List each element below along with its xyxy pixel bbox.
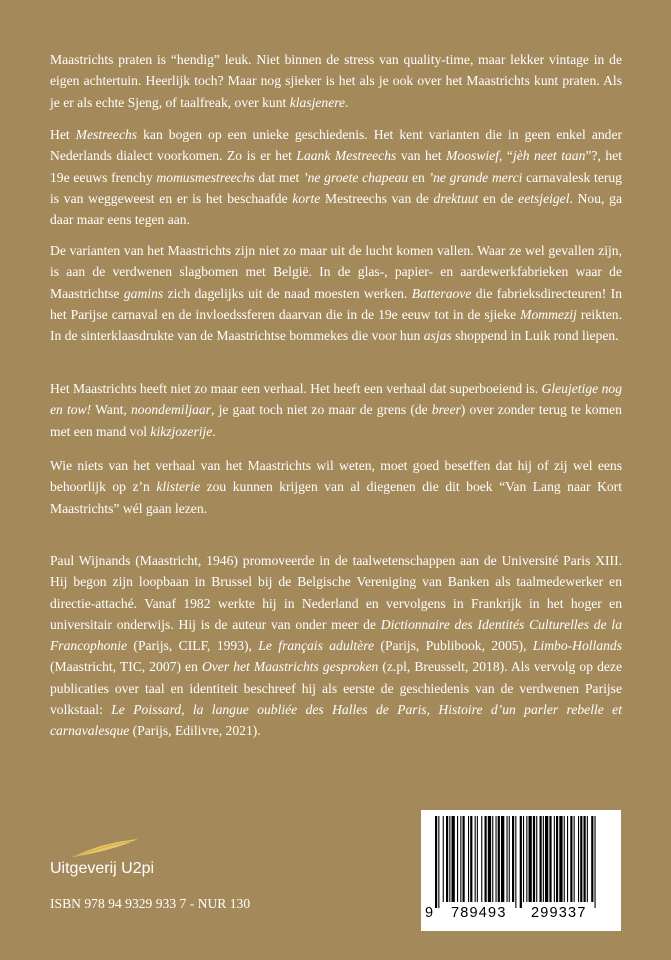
italic-term: Le français adultère bbox=[258, 638, 375, 654]
text-run: (Maastricht, TIC, 2007) en bbox=[50, 659, 202, 675]
barcode-bar bbox=[463, 816, 465, 902]
barcode-bar bbox=[515, 816, 516, 908]
barcode-bar bbox=[526, 816, 527, 902]
italic-term: asjas bbox=[423, 328, 452, 344]
barcode-bar bbox=[554, 816, 555, 902]
text-run: kan bogen op een unieke geschiedenis. Het kent varianten die in geen enkel ander Nederlands dialect voorkomen. Zo is er het bbox=[50, 127, 623, 164]
text-run: Het bbox=[50, 127, 76, 142]
italic-term: gamins bbox=[123, 285, 164, 301]
text-run: die fabrieksdirecteuren! In het Parijse carnaval en de invloedssferen daarvan die in de 19e eeuw tot in de sjieke bbox=[50, 285, 622, 322]
text-run: . bbox=[212, 423, 216, 439]
barcode-bar bbox=[488, 816, 491, 902]
italic-term: drektuut bbox=[433, 190, 479, 206]
italic-term: klasjenere bbox=[289, 94, 346, 110]
italic-term: Dictionnaire des Identités Culturelles de la Francophonie bbox=[50, 616, 622, 654]
barcode-bar bbox=[481, 816, 482, 902]
barcode-left-digits: 789493 bbox=[451, 905, 507, 921]
text-run: (Parijs, CILF, 1993), bbox=[127, 638, 259, 654]
barcode-bar bbox=[492, 816, 493, 902]
text-run: carnavalesk terug is van weggeweest en er is het beschaafde bbox=[50, 169, 622, 206]
barcode-bar bbox=[564, 816, 565, 902]
text-run: zou kunnen krijgen van al diegenen die dit boek “Van Lang naar Kort Maastrichts” wél gaan lezen. bbox=[50, 479, 622, 516]
blurb-paragraph-5 bbox=[50, 455, 622, 519]
barcode-bar bbox=[591, 816, 593, 902]
barcode-bar bbox=[549, 816, 551, 902]
barcode-bar bbox=[533, 816, 535, 902]
text-run: , “ bbox=[498, 148, 513, 164]
italic-term: Batteraove bbox=[411, 285, 472, 301]
barcode-bar bbox=[498, 816, 500, 902]
italic-term: Laank Mestreechs bbox=[296, 148, 397, 164]
barcode-bar bbox=[570, 816, 572, 902]
barcode-bar bbox=[501, 816, 504, 902]
italic-term: korte bbox=[292, 190, 321, 206]
blurb-paragraph-1 bbox=[50, 49, 622, 113]
barcode-bar bbox=[520, 816, 522, 908]
barcode-bar bbox=[574, 816, 575, 902]
barcode-bar bbox=[452, 816, 455, 902]
text-run: (Parijs, Publibook, 2005), bbox=[374, 638, 533, 654]
feather-icon bbox=[70, 838, 140, 858]
italic-term: breer bbox=[431, 402, 461, 418]
italic-term: Le Poissard, la langue oubliée des Halles de Paris, Histoire d’un parler rebelle et carnavalesque bbox=[50, 702, 622, 739]
italic-term: Gleujetige nog en tow! bbox=[50, 381, 622, 418]
text-run: ”?, het 19e eeuws frenchy bbox=[50, 148, 622, 185]
italic-term: momusmestreechs bbox=[156, 169, 255, 185]
barcode-bar bbox=[512, 816, 514, 902]
barcode-bar bbox=[446, 816, 448, 902]
text-run: . bbox=[345, 94, 349, 110]
barcode-bar bbox=[468, 816, 469, 902]
barcode-bar bbox=[529, 816, 532, 902]
text-run: Maastrichts praten is “hendig” leuk. Niet binnen de stress van quality-time, maar lekker vintage in de eigen achtertuin. Heerlijk toch? Maar nog sjieker is het als je ook over het Maastrichts kunt praten. Als je er als echte Sjeng, of taalfreak, over kunt bbox=[50, 52, 622, 110]
text-run: (Parijs, Edilivre, 2021). bbox=[129, 723, 261, 739]
italic-term: klisterie bbox=[156, 479, 201, 495]
barcode-bar bbox=[477, 816, 478, 902]
italic-term: Limbo-Hollands bbox=[532, 638, 622, 654]
text-run: Wie niets van het verhaal van het Maastrichts wil weten, moet goed beseffen dat hij of zij wel eens behoorlijk op z’n bbox=[50, 458, 622, 495]
barcode-bar bbox=[567, 816, 568, 902]
blurb-paragraph-4 bbox=[50, 378, 622, 442]
barcode-bar bbox=[584, 816, 586, 902]
italic-term: eetsjeigel bbox=[518, 190, 570, 206]
barcode-bar bbox=[443, 816, 444, 902]
italic-term: Mestreechs bbox=[75, 127, 138, 142]
text-run: Het Maastrichts heeft niet zo maar een verhaal. Het heeft een verhaal dat superboeiend is. bbox=[50, 381, 542, 396]
text-run: en de bbox=[478, 190, 519, 206]
text-run: Want, bbox=[91, 402, 131, 418]
text-run: ) over zonder terug te komen met een mand vol bbox=[50, 402, 622, 439]
text-run: reikten. In de sinterklaasdrukte van de Maastrichtse bommekes die voor hun bbox=[50, 306, 623, 344]
text-run: dat met bbox=[254, 169, 304, 185]
barcode-bar bbox=[559, 816, 562, 902]
barcode-bar bbox=[580, 816, 582, 902]
barcode-bar bbox=[470, 816, 472, 902]
barcode-bar bbox=[595, 816, 596, 908]
italic-term: ’ne grande merci bbox=[428, 169, 523, 185]
text-run: , je gaat toch niet zo maar de grens (de bbox=[211, 402, 432, 418]
barcode-bar bbox=[435, 816, 437, 908]
barcode-bar bbox=[578, 816, 579, 902]
text-run: van het bbox=[396, 148, 447, 164]
text-run: Mestreechs van de bbox=[320, 190, 434, 206]
barcode-bar bbox=[545, 816, 548, 902]
barcode-bar bbox=[543, 816, 544, 902]
barcode-bar bbox=[509, 816, 510, 902]
text-run: De varianten van het Maastrichts zijn niet zo maar uit de lucht komen vallen. Waar ze wel gevallen zijn, is aan de verdwenen slagbomen met België. In de glas-, papier- en aardewerkfabrieken waar de Maastrichtse bbox=[50, 243, 622, 301]
isbn-line: ISBN 978 94 9329 933 7 - NUR 130 bbox=[50, 896, 251, 911]
publisher-name: Uitgeverij U2pi bbox=[50, 860, 155, 877]
barcode-bar bbox=[507, 816, 508, 902]
author-bio bbox=[50, 550, 622, 742]
barcode-bar bbox=[540, 816, 542, 902]
text-run: shoppend in Luik rond liepen. bbox=[451, 328, 619, 344]
barcode-bar bbox=[496, 816, 497, 902]
italic-term: Mooswief bbox=[446, 148, 499, 164]
italic-term: noondemiljaar bbox=[130, 402, 212, 418]
barcode bbox=[421, 810, 621, 931]
italic-term: Over het Maastrichts gesproken bbox=[201, 659, 379, 675]
publisher-logo bbox=[50, 838, 270, 878]
barcode-bar bbox=[457, 816, 458, 902]
blurb-paragraph-2 bbox=[50, 124, 622, 230]
italic-term: Mommezij bbox=[520, 306, 577, 322]
barcode-bar bbox=[460, 816, 461, 902]
barcode-bar bbox=[438, 816, 439, 908]
barcode-right-digits: 299337 bbox=[531, 905, 587, 921]
barcode-bar bbox=[587, 816, 588, 902]
barcode-bar bbox=[449, 816, 450, 902]
barcode-bar bbox=[556, 816, 558, 902]
text-run: en bbox=[408, 169, 429, 185]
italic-term: jèh neet taan bbox=[512, 148, 586, 164]
blurb-paragraph-3 bbox=[50, 240, 622, 346]
barcode-first-digit: 9 bbox=[425, 905, 435, 921]
text-run: (z.pl, Breusselt, 2018). Als vervolg op deze publicaties over taal en identiteit beschreef hij als eerste de geschiedenis van de verdwenen Parijse volkstaal: bbox=[50, 659, 622, 718]
italic-term: ’ne groete chapeau bbox=[303, 169, 409, 185]
text-run: Paul Wijnands (Maastricht, 1946) promoveerde in de taalwetenschappen aan de Université Paris XIII. Hij begon zijn loopbaan in Brussel bij de Belgische Vereniging van Banken als taalmedewerker en directie-attaché. Vanaf 1982 werkte hij in Nederland en vervolgens in Frankrijk in het hoger en universitair onderwijs. Hij is de auteur van onder meer de bbox=[50, 553, 622, 632]
text-run: zich dagelijks uit de naad moesten werken. bbox=[163, 285, 412, 301]
italic-term: kikzjozerije bbox=[150, 423, 213, 439]
barcode-bar bbox=[485, 816, 487, 902]
text-run: . Nou, ga daar maar eens tegen aan. bbox=[50, 190, 622, 228]
barcode-bar bbox=[536, 816, 537, 902]
barcode-bar bbox=[523, 816, 524, 902]
barcode-bar bbox=[475, 816, 476, 902]
